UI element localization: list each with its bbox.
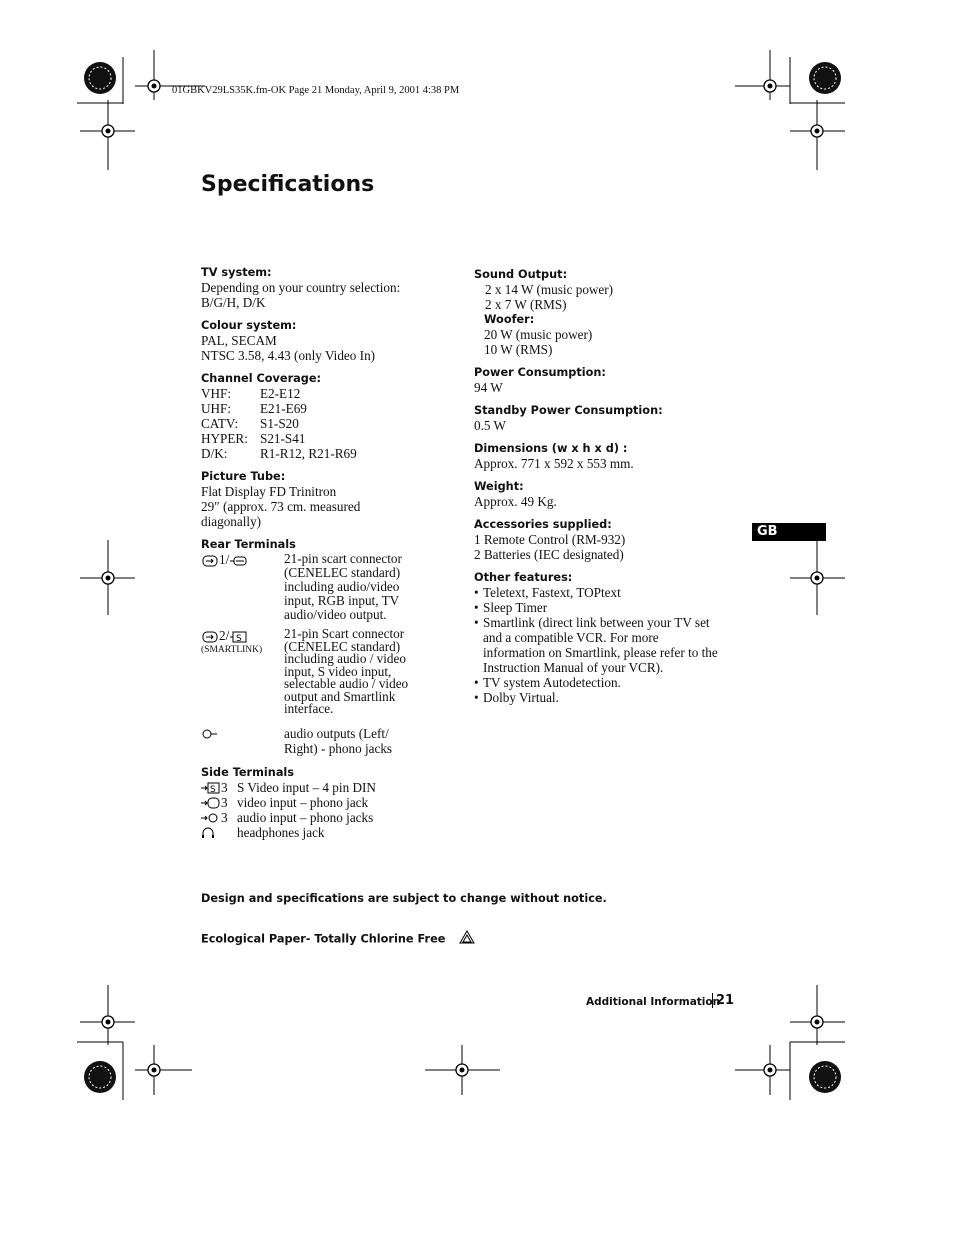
band-range: S21-S41 [260,431,306,446]
s-video-input-icon [201,782,221,794]
woofer-line: 20 W (music power) [484,327,593,342]
scart-2-number: 2/ [219,628,230,643]
feature-item [474,615,734,675]
sound-output-line: 2 x 7 W (RMS) [485,297,567,312]
scart-connector-icon [229,555,247,567]
scart-2-symbol [201,628,284,716]
rear-terminal-audio-out [201,726,441,757]
terminal-desc-line: 21-pin Scart connector [284,626,405,641]
bullet: • [474,615,479,630]
headphones-symbol [201,825,237,840]
side-terminal-row [201,795,441,810]
side-terminals-label: Side Terminals [201,765,295,779]
tv-system-line: B/G/H, D/K [201,295,266,310]
svg-text:S: S [210,785,216,795]
tv-system-label: TV system: [201,266,272,279]
colour-system-section [201,318,441,363]
audio-output-icon [201,728,219,740]
power-consumption-value: 94 W [474,380,503,395]
dimensions-section [474,441,734,471]
picture-tube-line: diagonally) [201,514,262,529]
terminal-desc-line: Right) - phono jacks [284,741,393,756]
bullet: • [474,690,479,705]
channel-coverage-label: Channel Coverage: [201,372,322,385]
colour-system-label: Colour system: [201,319,297,332]
side-terminal-row [201,825,441,840]
tv-system-section [201,265,441,310]
terminal-desc-line: output and Smartlink [284,688,396,704]
other-features-label: Other features: [474,571,573,584]
picture-tube-label: Picture Tube: [201,470,286,483]
terminal-desc-line: including audio/video [284,579,400,594]
page-title: Specifications [201,172,375,197]
power-consumption-label: Power Consumption: [474,366,606,379]
channel-row [201,446,441,461]
picture-tube-section [201,469,441,529]
page-number: 21 [712,993,734,1008]
audio-output-description [284,726,414,757]
band-name: VHF: [201,386,232,401]
terminal-desc-line: (CENELEC standard) [284,565,401,580]
picture-tube-line: Flat Display FD Trinitron [201,484,337,499]
accessory-item: 1 Remote Control (RM-932) [474,532,626,547]
feature-text: Sleep Timer [483,600,548,615]
channel-row [201,401,441,416]
channel-row [201,416,441,431]
video-input-symbol [201,795,237,810]
power-consumption-section [474,365,734,395]
change-notice: Design and specifications are subject to change without notice. [201,892,607,905]
rear-terminal-2 [201,628,441,716]
audio-input-icon [201,812,221,824]
language-tab: GB [752,523,826,541]
sound-output-line: 2 x 14 W (music power) [485,282,614,297]
sound-output-label: Sound Output: [474,268,568,281]
weight-section [474,479,734,509]
scart-1-number: 1/ [219,552,230,567]
feature-text: TV system Autodetection. [483,675,621,690]
terminal-desc-line: selectable audio / video [284,676,409,691]
feature-text: Smartlink (direct link between your TV set and a compatible VCR. For more information on Smartlink, please refer to the Instruction Manual of your VCR). [483,615,718,675]
feature-text: Teletext, Fastext, TOPtext [483,585,621,600]
input-number: 3 [221,779,228,795]
bullet: • [474,585,479,600]
sound-output-section [474,267,734,357]
side-terminals-section [201,765,441,840]
eco-paper-text: Ecological Paper- Totally Chlorine Free [201,932,446,946]
band-name: HYPER: [201,431,248,446]
standby-power-label: Standby Power Consumption: [474,404,663,417]
dimensions-label: Dimensions (w x h x d) : [474,442,628,455]
footer-section-title: Additional Information [586,996,721,1008]
s-video-input-symbol [201,780,237,795]
band-range: E2-E12 [260,386,301,401]
channel-row [201,431,441,446]
band-name: UHF: [201,401,232,416]
weight-value: Approx. 49 Kg. [474,494,557,509]
rear-terminals-label: Rear Terminals [201,538,296,551]
feature-text: Dolby Virtual. [483,690,559,705]
terminal-desc-line: audio outputs (Left/ [284,725,389,741]
band-name: D/K: [201,446,228,461]
scart-2-description [284,628,414,716]
audio-output-symbol [201,726,284,757]
woofer-line: 10 W (RMS) [484,342,553,357]
colour-system-line: NTSC 3.58, 4.43 (only Video In) [201,348,376,363]
scart-1-description [284,552,414,622]
audio-input-symbol [201,810,237,825]
file-header: 01GBKV29LS35K.fm-OK Page 21 Monday, April 9, 2001 4:38 PM [172,85,460,96]
accessories-label: Accessories supplied: [474,518,612,531]
terminal-desc-line: 21-pin scart connector [284,551,402,566]
input-number: 3 [221,794,228,810]
side-terminal-text: headphones jack [237,824,325,840]
input-arrow-icon [201,631,219,643]
side-terminal-text: S Video input – 4 pin DIN [237,779,376,795]
input-arrow-icon [201,555,219,567]
feature-item [474,690,734,705]
side-terminal-text: video input – phono jack [237,794,369,810]
bullet: • [474,675,479,690]
dimensions-value: Approx. 771 x 592 x 553 mm. [474,456,634,471]
scart-1-symbol [201,552,284,622]
channel-coverage-section [201,371,441,461]
band-range: E21-E69 [260,401,307,416]
smartlink-label: (SMARTLINK) [201,645,263,655]
feature-item [474,585,734,600]
side-terminal-text: audio input – phono jacks [237,809,374,825]
terminal-desc-line: including audio / video [284,651,406,666]
spec-column-left [201,265,441,848]
band-name: CATV: [201,416,239,431]
colour-system-line: PAL, SECAM [201,333,277,348]
side-terminal-row [201,780,441,795]
woofer-label: Woofer: [484,313,535,326]
svg-text:S: S [236,633,242,643]
band-range: S1-S20 [260,416,299,431]
rear-terminal-1 [201,552,441,622]
terminal-desc-line: input, RGB input, TV [284,593,400,608]
standby-power-section [474,403,734,433]
channel-row [201,386,441,401]
accessories-section [474,517,734,562]
picture-tube-line: 29″ (approx. 73 cm. measured [201,499,361,514]
spec-column-right [474,267,734,713]
weight-label: Weight: [474,480,524,493]
feature-item [474,600,734,615]
tv-system-line: Depending on your country selection: [201,280,401,295]
video-input-icon [201,797,221,809]
rear-terminals-section [201,537,441,757]
accessory-item: 2 Batteries (IEC designated) [474,547,624,562]
side-terminal-row [201,810,441,825]
bullet: • [474,600,479,615]
recycle-icon [457,929,477,947]
headphones-icon [201,827,215,839]
eco-paper-note [201,932,477,947]
feature-item [474,675,734,690]
other-features-section [474,570,734,705]
standby-power-value: 0.5 W [474,418,506,433]
terminal-desc-line: input, S video input, [284,663,392,679]
s-video-icon [229,631,247,643]
input-number: 3 [221,809,228,825]
terminal-desc-line: (CENELEC standard) [284,638,401,654]
terminal-desc-line: audio/video output. [284,607,387,622]
terminal-desc-line: interface. [284,701,334,716]
band-range: R1-R12, R21-R69 [260,446,357,461]
